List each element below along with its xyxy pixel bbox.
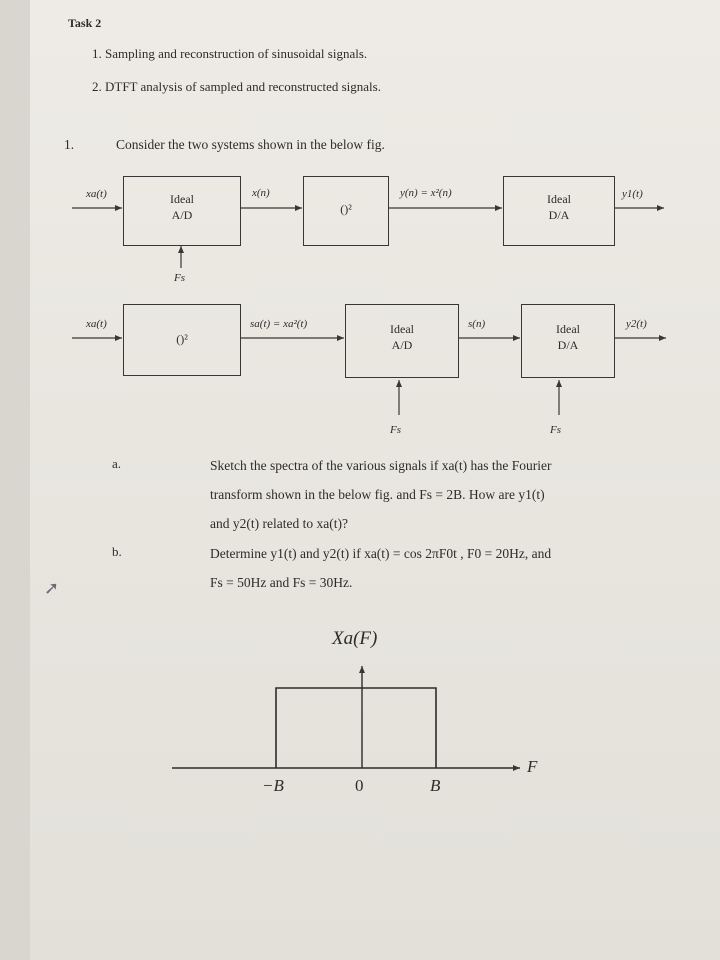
part-b-line1: Determine y1(t) and y2(t) if xa(t) = cos 2πF0t , F0 = 20Hz, and — [210, 546, 552, 561]
sys2-output-label: y2(t) — [626, 318, 647, 330]
sys2-ideal-da-block — [521, 304, 615, 378]
sys2-ad-line1: Ideal — [390, 322, 414, 336]
sys1-output-label: y1(t) — [622, 188, 643, 200]
part-a-label: a. — [112, 456, 122, 471]
sys1-fs-label: Fs — [174, 272, 185, 284]
sys1-ad-line1: Ideal — [170, 192, 194, 206]
spectrum-axis-label: F — [527, 757, 538, 776]
spectrum-rectangle — [276, 688, 436, 768]
sys1-square-block — [303, 176, 389, 246]
sys1-ad-line2: A/D — [171, 208, 193, 222]
sys1-da-line1: Ideal — [547, 192, 571, 206]
part-b-line2: Fs = 50Hz and Fs = 30Hz. — [210, 575, 353, 590]
margin-pen-mark: ➚ — [44, 578, 60, 598]
sys2-ideal-ad-block — [345, 304, 459, 378]
sys2-da-line1: Ideal — [556, 322, 580, 336]
spectrum-title: Xa(F) — [332, 628, 378, 649]
sys2-da-fs-label: Fs — [550, 424, 561, 436]
sys1-da-line2: D/A — [548, 208, 570, 222]
spectrum-tick-zero: 0 — [355, 776, 364, 795]
sys2-square-label: ()² — [176, 332, 188, 346]
sys1-yn-label: y(n) = x²(n) — [400, 187, 452, 199]
sys2-sa-label: sa(t) = xa²(t) — [250, 318, 308, 330]
question-number: 1. — [64, 137, 75, 152]
task-title: Task 2 — [68, 16, 102, 30]
sys1-input-label: xa(t) — [86, 188, 107, 200]
sys2-square-block — [123, 304, 241, 376]
question-text: Consider the two systems shown in the below fig. — [116, 137, 385, 152]
sys2-ad-line2: A/D — [391, 338, 413, 352]
sys2-ad-fs-label: Fs — [390, 424, 401, 436]
part-b-text — [210, 539, 551, 597]
sys1-ideal-ad-block — [123, 176, 241, 246]
part-a-line1: Sketch the spectra of the various signals if xa(t) has the Fourier — [210, 458, 552, 473]
part-a-line2: transform shown in the below fig. and Fs = 2B. How are y1(t) — [210, 487, 545, 502]
sys1-square-label: ()² — [340, 202, 352, 216]
task-item-1: 1. Sampling and reconstruction of sinusoidal signals. — [92, 46, 368, 61]
part-a-line3: and y2(t) related to xa(t)? — [210, 516, 348, 531]
sys2-input-label: xa(t) — [86, 318, 107, 330]
sys1-xn-label: x(n) — [252, 187, 270, 199]
part-a-text — [210, 451, 552, 538]
task-item-2: 2. DTFT analysis of sampled and reconstructed signals. — [92, 79, 381, 94]
part-b-label: b. — [112, 544, 122, 559]
sys2-sn-label: s(n) — [468, 318, 486, 330]
sys1-ideal-da-block — [503, 176, 615, 246]
sys2-da-line2: D/A — [557, 338, 579, 352]
spectrum-tick-neg-b: −B — [262, 776, 284, 795]
spectrum-tick-pos-b: B — [430, 776, 441, 795]
